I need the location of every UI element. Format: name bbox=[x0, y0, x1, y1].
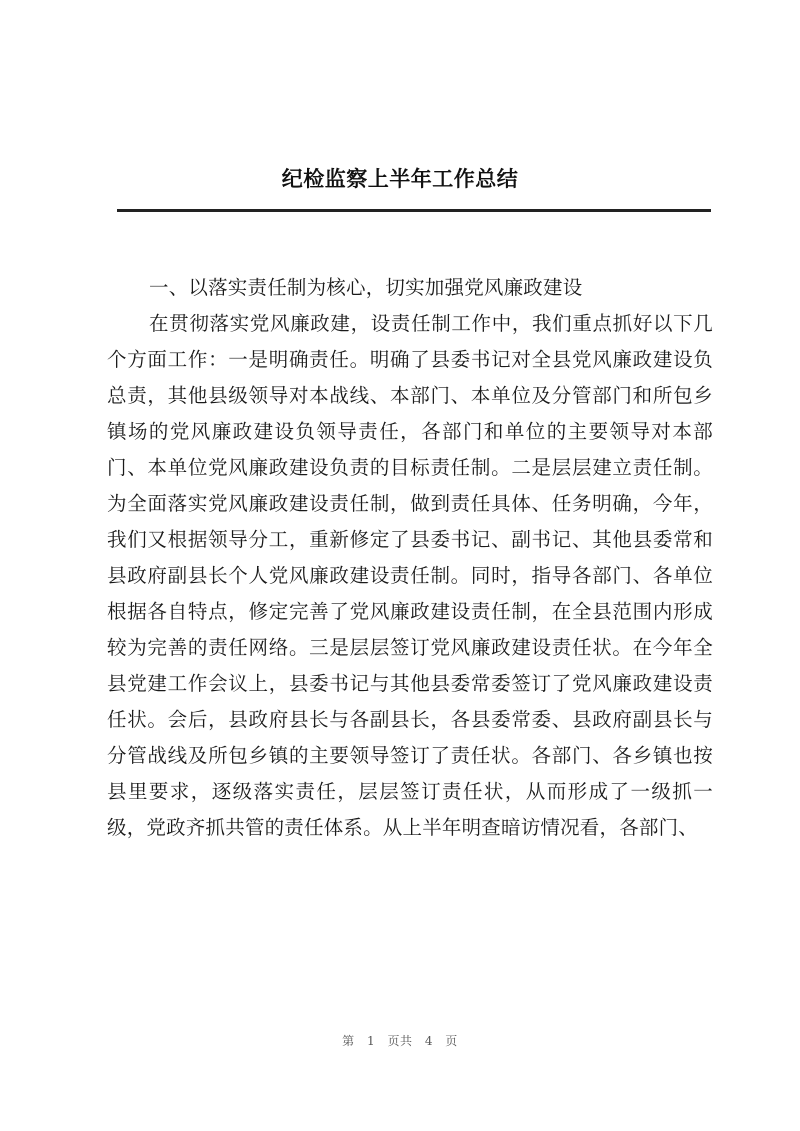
title-underline bbox=[117, 209, 711, 212]
footer-middle: 页共 bbox=[387, 1034, 413, 1048]
footer-prefix: 第 bbox=[342, 1034, 355, 1048]
section-heading: 一、以落实责任制为核心，切实加强党风廉政建设 bbox=[149, 276, 583, 299]
body-paragraph: 在贯彻落实党风廉政建，设责任制工作中，我们重点抓好以下几个方面工作：一是明确责任。明确了县委书记对全县党风廉政建设负总责，其他县级领导对本战线、本部门、本单位及分管部门和所包乡镇场的党风廉政建设负领导责任，各部门和单位的主要领导对本部门、本单位党风廉政建设负责的目标责任制。二是层层建立责任制。为全面落实党风廉政建设责任制，做到责任具体、任务明确，今年，我们又根据领导分工，重新修定了县委书记、副书记、其他县委常和县政府副县长个人党风廉政建设责任制。同时，指导各部门、各单位根据各自特点，修定完善了党风廉政建设责任制，在全县范围内形成较为完善的责任网络。三是层层签订党风廉政建设责任状。在今年全县党建工作会议上，县委书记与其他县委常委签订了党风廉政建设责任状。会后，县政府县长与各副县长，各县委常委、县政府副县长与分管战线及所包乡镇的主要领导签订了责任状。各部门、各乡镇也按县里要求，逐级落实责任，层层签订责任状，从而形成了一级抓一级，党政齐抓共管的责任体系。从上半年明查暗访情况看，各部门、 bbox=[107, 312, 713, 839]
page-number-footer bbox=[0, 1032, 800, 1049]
current-page-number: 1 bbox=[367, 1034, 376, 1048]
footer-suffix: 页 bbox=[445, 1034, 458, 1048]
total-page-count: 4 bbox=[424, 1034, 433, 1048]
document-body bbox=[107, 270, 713, 846]
document-title: 纪检监察上半年工作总结 bbox=[281, 167, 519, 191]
